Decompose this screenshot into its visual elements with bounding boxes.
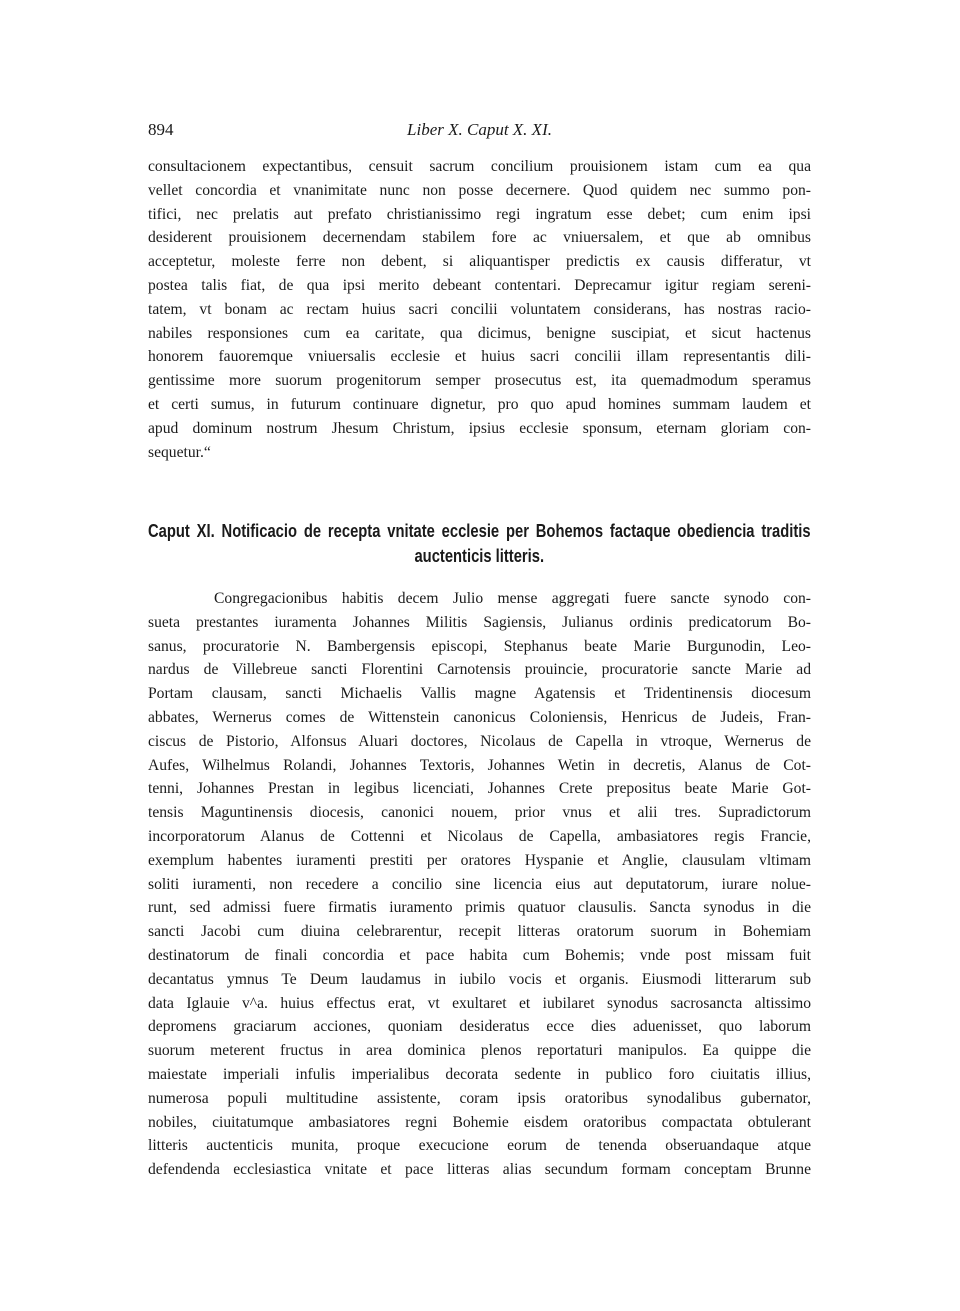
text-line: tensis Maguntinensis diocesis, canonici nouem, prior vnus et alii tres. Supradictorum	[148, 804, 811, 822]
text-line: consultacionem expectantibus, censuit sacrum concilium prouisionem istam cum ea qua	[148, 158, 811, 175]
text-line: Aufes, Wilhelmus Rolandi, Johannes Textoris, Johannes Wetin in decretis, Alanus de Cot-	[148, 756, 811, 774]
text-line: destinatorum de finali concordia et pace habita cum Bohemis; vnde post missam fuit	[148, 946, 811, 964]
text-line: Congregacionibus habitis decem Julio mense aggregati fuere sancte synodo con-	[214, 590, 811, 607]
chapter-heading-line: auctenticis litteris.	[414, 546, 545, 566]
text-line: incorporatorum Alanus de Cottenni et Nicolaus de Capella, ambasiatores regis Francie,	[148, 827, 811, 845]
page-number: 894	[148, 120, 174, 139]
text-line: maiestate imperiali infulis imperialibus decorata sedente in publico foro ciuitatis illius,	[148, 1065, 811, 1083]
text-line: depromens graciarum acciones, quoniam desideratus ecce dies aduenisset, quo laborum	[148, 1018, 811, 1036]
text-line: acceptetur, moleste ferre non debent, si aliquantisper predictis ex causis differatur, vt	[148, 253, 811, 271]
text-line: runt, sed admissi fuere firmatis iuramento primis quatuor clausulis. Sancta synodus in die	[148, 899, 811, 917]
text-line: sancti Jacobi cum diuina celebrarentur, recepit litteras oratorum suorum in Bohemiam	[148, 923, 811, 941]
text-line: honorem fauoremque vniuersalis ecclesie et huius sacri concilii illam representantis dili-	[148, 348, 811, 366]
text-line: Portam clausam, sancti Michaelis Vallis magne Agatensis et Tridentinensis diocesum	[148, 685, 811, 703]
text-line: et certi sumus, in futurum continuare dignetur, pro quo apud homines summam laudem et	[148, 395, 811, 413]
text-line: exemplum habentes iuramenti prestiti per oratores Hyspanie et Anglie, clausulam vltimam	[148, 851, 811, 869]
text-line: decantatus ymnus Te Deum laudamus in iubilo vocis et organis. Eiusmodi litterarum sub	[148, 970, 811, 988]
body-paragraph-continued	[148, 155, 811, 464]
text-line: numerosa populi multitudine assistente, coram ipsis oratoribus synodalibus gubernator,	[148, 1089, 811, 1107]
text-line: nabiles responsiones cum ea caritate, qua dicimus, benigne suscipiat, et sicut hactenus	[148, 324, 811, 342]
text-line: abbates, Wernerus comes de Wittenstein canonicus Coloniensis, Henricus de Judeis, Fran-	[148, 708, 811, 726]
text-line: apud dominum nostrum Jhesum Christum, ipsius ecclesie sponsum, eternam gloriam con-	[148, 419, 811, 437]
text-line: sanus, procuratorie N. Bambergensis episcopi, Stephanus beate Marie Burgunodin, Leo-	[148, 637, 811, 655]
text-line: nardus de Villebreue sancti Florentini Carnotensis prouincie, procuratorie sancte Marie ad	[148, 661, 811, 679]
running-head	[148, 120, 811, 144]
body-paragraph	[148, 587, 811, 1182]
text-line: suorum meterent fructus in area dominica plenos reportaturi manipulos. Ea quippe die	[148, 1042, 811, 1060]
text-line: nobiles, ciuitatumque ambasiatores regni Bohemie eisdem oratoribus compactata obtulerant	[148, 1113, 811, 1131]
text-line: tifici, nec prelatis aut prefato christianissimo regi ingratum esse debet; cum enim ipsi	[148, 205, 811, 223]
chapter-heading	[148, 519, 811, 569]
text-line: ciscus de Pistorio, Alfonsus Aluari doctores, Nicolaus de Capella in vtroque, Wernerus de	[148, 732, 811, 750]
text-line: defendenda ecclesiastica vnitate et pace litteras alias secundum formam conceptam Brunne	[148, 1161, 811, 1179]
text-line: postea talis fiat, de qua ipsi merito debeant contentari. Deprecamur igitur regiam sereni-	[148, 276, 811, 294]
text-line: data Iglauie v^a. huius effectus erat, vt exultaret et iubilaret synodus sacrosancta altissimo	[148, 994, 811, 1012]
text-line: desiderent prouisionem decernendam stabilem fore ac vniuersalem, et que ab omnibus	[148, 229, 811, 247]
text-line: vellet concordia et vnanimitate nunc non posse decernere. Quod quidem nec summo pon-	[148, 181, 811, 199]
text-line: gentissime more suorum progenitorum semper prosecutus est, ita quemadmodum speramus	[148, 372, 811, 390]
running-title: Liber X. Caput X. XI.	[407, 120, 552, 139]
text-line: tatem, vt bonam ac rectam huius sacri concilii voluntatem considerans, has nostras racio-	[148, 300, 811, 318]
text-line: sueta prestantes iuramenta Johannes Militis Sagiensis, Julianus ordinis predicatorum Bo-	[148, 613, 811, 631]
text-line: tenni, Johannes Prestan in legibus licenciati, Johannes Crete prepositus beate Marie Got-	[148, 780, 811, 798]
text-line: sequetur.“	[148, 443, 211, 461]
text-line: litteris auctenticis munita, proque execucione eorum de tenenda obseruandaque atque	[148, 1137, 811, 1155]
chapter-heading-line: Caput XI. Notificacio de recepta vnitate ecclesie per Bohemos factaque obediencia traditis	[148, 521, 811, 541]
text-line: soliti iuramenti, non recedere a concilio sine licencia eius aut deputatorum, iurare nolue-	[148, 875, 811, 893]
